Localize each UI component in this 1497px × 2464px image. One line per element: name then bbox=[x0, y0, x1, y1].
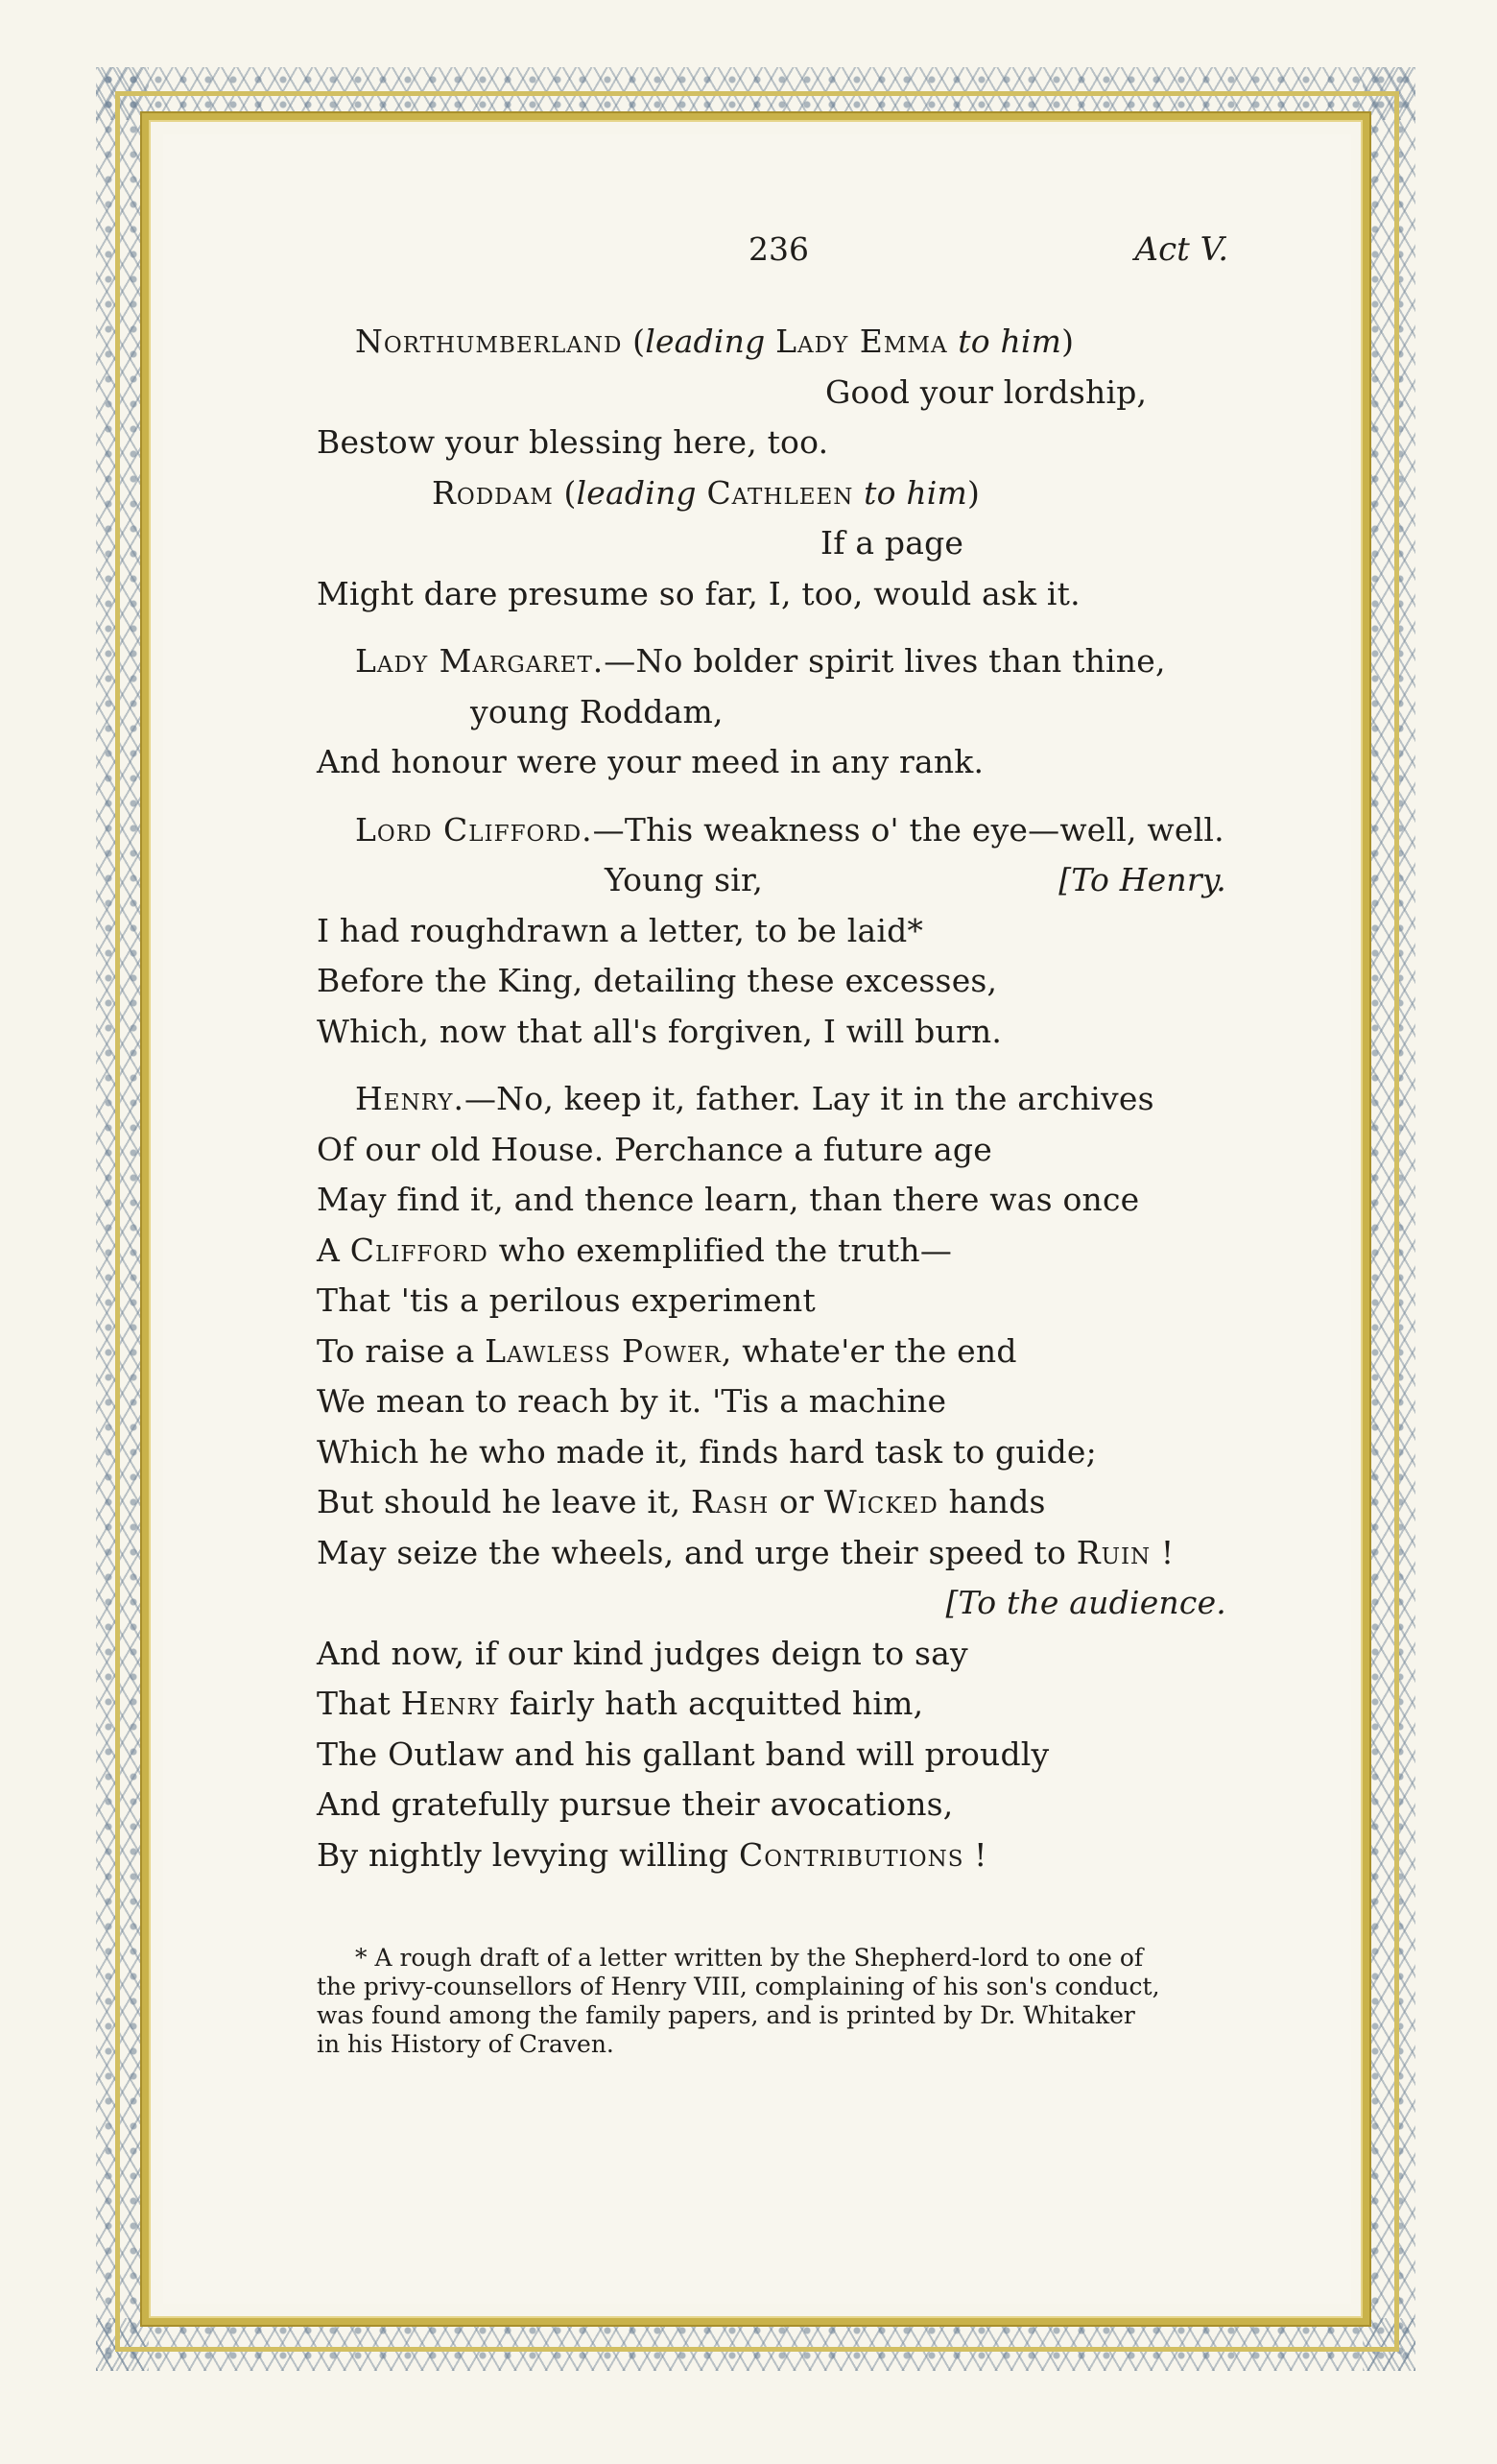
act-label: Act V. bbox=[1134, 230, 1228, 269]
stanza-gap bbox=[317, 1057, 1238, 1074]
verse-text: The Outlaw and his gallant band will proudly bbox=[317, 1734, 1050, 1773]
verse-line bbox=[317, 1730, 1238, 1781]
verse-line bbox=[317, 317, 1238, 368]
speaker-name: Clifford bbox=[349, 1231, 488, 1269]
verse-text bbox=[317, 317, 1238, 1880]
speaker-name: Contributions bbox=[739, 1835, 964, 1874]
speaker-name: Lawless Power bbox=[485, 1331, 722, 1370]
verse-text: I had roughdrawn a letter, to be laid* bbox=[317, 911, 924, 949]
verse-text: Young sir, bbox=[605, 861, 764, 898]
verse-text: Bestow your blessing here, too. bbox=[317, 423, 829, 461]
speaker-name: Rash bbox=[691, 1483, 770, 1520]
verse-line bbox=[317, 1226, 1238, 1277]
footnote bbox=[317, 1944, 1248, 2059]
verse-line bbox=[317, 956, 1238, 1007]
speaker-name: Lady Emma bbox=[775, 323, 948, 360]
verse-text: A bbox=[317, 1231, 350, 1269]
verse-text: By nightly levying willing bbox=[317, 1835, 740, 1874]
verse-text: ) bbox=[967, 473, 981, 512]
verse-line bbox=[317, 1376, 1238, 1427]
verse-text: That bbox=[317, 1685, 401, 1722]
verse-text: And now, if our kind judges deign to say bbox=[317, 1634, 968, 1672]
verse-text: If a page bbox=[820, 524, 964, 562]
verse-text: Before the King, detailing these excesses, bbox=[317, 962, 998, 999]
verse-text: Might dare presume so far, I, too, would ask it. bbox=[317, 574, 1081, 612]
stage-direction: [To the audience. bbox=[945, 1584, 1226, 1621]
verse-line bbox=[317, 1175, 1238, 1226]
verse-line bbox=[317, 1074, 1238, 1125]
verse-line bbox=[317, 1780, 1238, 1830]
verse-text: Which, now that all's forgiven, I will burn. bbox=[317, 1012, 1003, 1050]
stanza-gap bbox=[317, 619, 1238, 636]
verse-text: young Roddam, bbox=[470, 692, 724, 730]
verse-line bbox=[317, 418, 1238, 468]
speaker-name: Lord Clifford. bbox=[355, 810, 593, 849]
verse-line bbox=[317, 1276, 1238, 1327]
footnote-line: was found among the family papers, and is printed by Dr. Whitaker bbox=[317, 2001, 1135, 2029]
stage-direction: leading bbox=[576, 473, 697, 512]
verse-text: —No bolder spirit lives than thine, bbox=[604, 642, 1166, 680]
verse-line bbox=[317, 687, 1238, 738]
verse-line bbox=[317, 906, 1238, 957]
verse-text: —This weakness o' the eye—well, well. bbox=[592, 810, 1224, 849]
verse-text bbox=[765, 323, 775, 360]
stage-direction: leading bbox=[645, 323, 766, 360]
verse-text: To raise a bbox=[317, 1331, 486, 1370]
verse-text: Good your lordship, bbox=[825, 372, 1148, 411]
verse-text: And honour were your meed in any rank. bbox=[317, 743, 985, 780]
verse-text: And gratefully pursue their avocations, bbox=[317, 1785, 954, 1823]
verse-line bbox=[317, 1528, 1238, 1579]
verse-line bbox=[317, 1830, 1238, 1881]
verse-text: We mean to reach by it. 'Tis a machine bbox=[317, 1382, 947, 1420]
speaker-name: Henry. bbox=[355, 1080, 464, 1117]
footnote-line: in his History of Craven. bbox=[317, 2030, 614, 2058]
verse-line bbox=[317, 855, 1238, 906]
verse-text: Which he who made it, finds hard task to guide; bbox=[317, 1432, 1097, 1471]
speaker-name: Wicked bbox=[823, 1483, 939, 1520]
speaker-name: Roddam bbox=[432, 473, 554, 512]
verse-line bbox=[317, 1125, 1238, 1176]
verse-line bbox=[317, 518, 1238, 569]
verse-line bbox=[317, 805, 1238, 856]
verse-text: ! bbox=[963, 1835, 987, 1874]
verse-text: Of our old House. Perchance a future age bbox=[317, 1130, 992, 1168]
page-number: 236 bbox=[748, 230, 809, 268]
verse-text: ) bbox=[1061, 323, 1075, 360]
speaker-name: Lady Margaret. bbox=[355, 642, 605, 680]
verse-line bbox=[317, 1327, 1238, 1377]
verse-text: hands bbox=[938, 1483, 1046, 1520]
verse-text: May seize the wheels, and urge their speed to bbox=[317, 1533, 1077, 1571]
verse-line bbox=[317, 1477, 1238, 1528]
verse-line bbox=[317, 1427, 1238, 1478]
verse-text bbox=[697, 474, 707, 512]
verse-text: But should he leave it, bbox=[317, 1483, 692, 1520]
stage-direction: to him bbox=[947, 323, 1062, 360]
verse-line bbox=[317, 1679, 1238, 1730]
stage-direction: [To Henry. bbox=[1058, 861, 1226, 898]
verse-line bbox=[317, 1629, 1238, 1680]
verse-text: That 'tis a perilous experiment bbox=[317, 1281, 816, 1319]
footnote-line: the privy-counsellors of Henry VIII, complaining of his son's conduct, bbox=[317, 1973, 1160, 2000]
verse-text: ! bbox=[1151, 1533, 1175, 1571]
speaker-name: Cathleen bbox=[706, 473, 854, 512]
verse-text: ( bbox=[622, 323, 646, 360]
verse-text: —No, keep it, father. Lay it in the archives bbox=[463, 1080, 1154, 1117]
verse-text: ( bbox=[553, 473, 577, 512]
verse-text: or bbox=[769, 1483, 824, 1520]
speaker-name: Henry bbox=[400, 1685, 500, 1722]
verse-text: , whate'er the end bbox=[721, 1331, 1017, 1370]
verse-text: May find it, and thence learn, than there was once bbox=[317, 1181, 1140, 1218]
verse-text: fairly hath acquitted him, bbox=[499, 1685, 924, 1722]
speaker-name: Ruin bbox=[1076, 1533, 1152, 1571]
speaker-name: Northumberland bbox=[355, 323, 623, 360]
stage-direction: to him bbox=[853, 473, 968, 512]
verse-line bbox=[317, 737, 1238, 788]
verse-text: who exemplified the truth— bbox=[487, 1231, 953, 1269]
verse-line bbox=[317, 1007, 1238, 1058]
verse-line bbox=[317, 368, 1238, 419]
running-header bbox=[317, 230, 1238, 278]
verse-line bbox=[317, 1578, 1238, 1629]
verse-line bbox=[317, 468, 1238, 519]
footnote-line: * A rough draft of a letter written by the Shepherd-lord to one of bbox=[355, 1944, 1144, 1972]
verse-line bbox=[317, 569, 1238, 620]
stanza-gap bbox=[317, 788, 1238, 805]
verse-line bbox=[317, 636, 1238, 687]
